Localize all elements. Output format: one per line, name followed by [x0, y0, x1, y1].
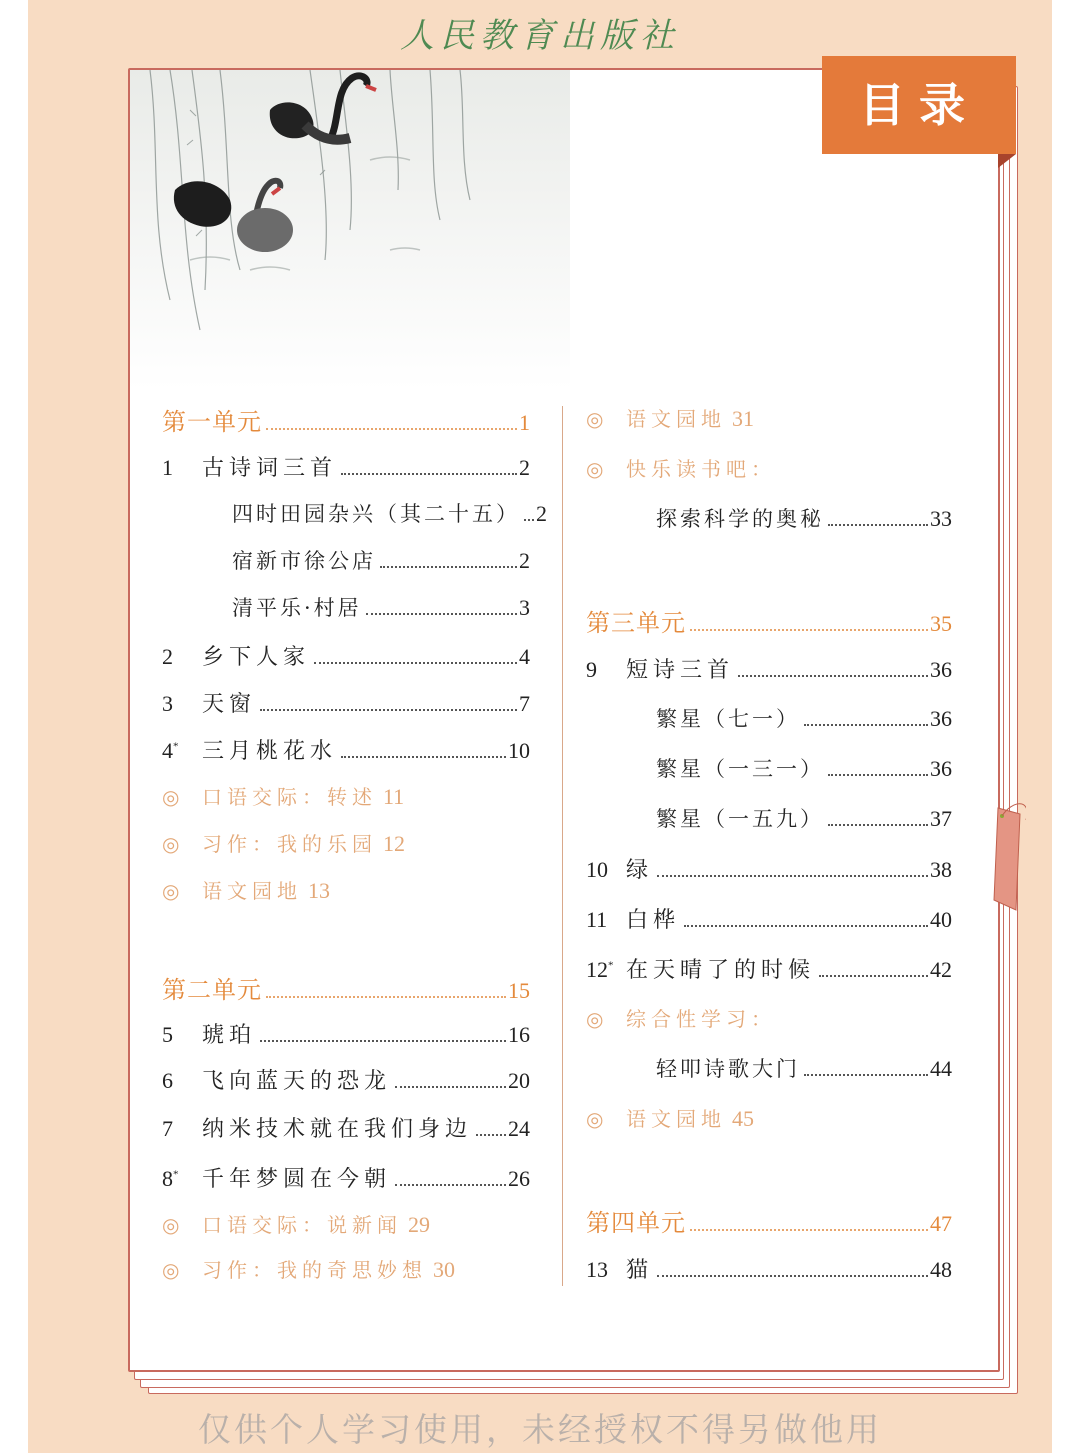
- dot-leader: [260, 709, 517, 711]
- entry-title: 探索科学的奥秘: [656, 507, 824, 531]
- lesson-number: 9: [586, 657, 597, 682]
- circle-bullet-icon: ◎: [162, 785, 180, 809]
- toc-entry[interactable]: [232, 592, 530, 624]
- entry-title: 繁星（七一）: [656, 707, 800, 731]
- toc-entry[interactable]: [586, 1103, 952, 1135]
- circle-bullet-icon: ◎: [586, 407, 604, 431]
- toc-entry[interactable]: [656, 1053, 952, 1085]
- entry-title: 快乐读书吧：: [626, 457, 776, 481]
- toc-entry[interactable]: [656, 503, 952, 535]
- circle-bullet-icon: ◎: [586, 457, 604, 481]
- dot-leader: [260, 1040, 506, 1042]
- dot-leader: [684, 925, 928, 927]
- lesson-number: 8*: [162, 1166, 179, 1191]
- entry-title: 四时田园杂兴（其二十五）: [232, 502, 520, 526]
- toc-entry[interactable]: [586, 453, 952, 485]
- page-number: 10: [508, 738, 530, 763]
- dot-leader: [804, 724, 928, 726]
- entry-title: 白桦: [626, 908, 681, 933]
- toc-entry[interactable]: [586, 903, 952, 935]
- entry-title: 习作：我的乐园: [202, 832, 377, 856]
- self-study-mark: *: [173, 740, 179, 753]
- circle-bullet-icon: ◎: [586, 1007, 604, 1031]
- toc-entry[interactable]: [586, 853, 952, 885]
- dot-leader: [828, 824, 928, 826]
- toc-entry[interactable]: [162, 781, 530, 813]
- entry-title: 千年梦圆在今朝: [202, 1167, 392, 1192]
- dot-leader: [476, 1134, 506, 1136]
- toc-entry[interactable]: [162, 1254, 530, 1286]
- dot-leader: [341, 756, 506, 758]
- toc-entry[interactable]: [162, 1064, 530, 1096]
- toc-entry[interactable]: [586, 653, 952, 685]
- lesson-number: 12*: [586, 957, 614, 982]
- page-number: 4: [519, 644, 530, 669]
- entry-title: 语文园地: [626, 1107, 726, 1131]
- page-number: 15: [508, 978, 530, 1003]
- unit-heading[interactable]: [586, 603, 952, 635]
- page-number: 37: [930, 806, 952, 831]
- toc-entry[interactable]: [232, 545, 530, 577]
- entry-title: 语文园地: [626, 407, 726, 431]
- page-number: 33: [930, 506, 952, 531]
- circle-bullet-icon: ◎: [162, 1258, 180, 1282]
- entry-title: 纳米技术就在我们身边: [202, 1117, 473, 1142]
- unit-heading[interactable]: [162, 970, 530, 1002]
- entry-title: 口语交际：说新闻: [202, 1213, 402, 1237]
- dot-leader: [804, 1074, 928, 1076]
- lesson-number: 1: [162, 455, 173, 480]
- toc-entry[interactable]: [586, 403, 952, 435]
- entry-title: 在天晴了的时候: [626, 958, 816, 983]
- dot-leader: [266, 428, 517, 430]
- page-number: 1: [519, 410, 530, 435]
- dot-leader: [266, 996, 506, 998]
- page-number: 12: [383, 831, 405, 856]
- circle-bullet-icon: ◎: [162, 879, 180, 903]
- dot-leader: [366, 613, 517, 615]
- entry-title: 综合性学习：: [626, 1007, 776, 1031]
- toc-entry[interactable]: [162, 640, 530, 672]
- page-number: 2: [519, 455, 530, 480]
- entry-title: 清平乐·村居: [232, 596, 362, 620]
- page-number: 36: [930, 657, 952, 682]
- swan-willow-illustration: [130, 70, 570, 390]
- unit-heading[interactable]: [162, 402, 530, 434]
- toc-entry[interactable]: [162, 734, 530, 766]
- page-number: 2: [536, 501, 547, 526]
- toc-entry[interactable]: [162, 451, 530, 483]
- dot-leader: [395, 1184, 506, 1186]
- page-number: 29: [408, 1212, 430, 1237]
- circle-bullet-icon: ◎: [162, 832, 180, 856]
- lesson-number: 7: [162, 1116, 173, 1141]
- dot-leader: [828, 774, 928, 776]
- toc-entry[interactable]: [586, 1003, 952, 1035]
- dot-leader: [657, 875, 928, 877]
- entry-title: 繁星（一五九）: [656, 807, 824, 831]
- publisher-logo: 人民教育出版社: [400, 16, 680, 56]
- lesson-number: 5: [162, 1022, 173, 1047]
- toc-entry[interactable]: [162, 1018, 530, 1050]
- entry-title: 猫: [626, 1258, 654, 1283]
- dot-leader: [690, 1229, 928, 1231]
- dot-leader: [819, 975, 928, 977]
- toc-entry[interactable]: [162, 1209, 530, 1241]
- page-number: 38: [930, 857, 952, 882]
- toc-entry[interactable]: [162, 1112, 530, 1144]
- lesson-number: 10: [586, 857, 608, 882]
- unit-heading[interactable]: [586, 1203, 952, 1235]
- dot-leader: [657, 1275, 928, 1277]
- lesson-number: 13: [586, 1257, 608, 1282]
- entry-title: 第三单元: [586, 609, 686, 637]
- page-number: 48: [930, 1257, 952, 1282]
- page-number: 16: [508, 1022, 530, 1047]
- dot-leader: [380, 566, 517, 568]
- page-number: 13: [308, 878, 330, 903]
- lesson-number: 3: [162, 691, 173, 716]
- lesson-number: 4*: [162, 738, 179, 763]
- tab-title: 目录: [859, 78, 979, 132]
- dot-leader: [395, 1086, 506, 1088]
- toc-entry[interactable]: [232, 498, 547, 530]
- entry-title: 飞向蓝天的恐龙: [202, 1069, 392, 1094]
- watermark-text: 仅供个人学习使用，未经授权不得另做他用: [198, 1410, 882, 1449]
- self-study-mark: *: [608, 959, 614, 972]
- column-divider: [562, 406, 563, 1286]
- entry-title: 第二单元: [162, 976, 262, 1004]
- entry-title: 轻叩诗歌大门: [656, 1057, 800, 1081]
- entry-title: 宿新市徐公店: [232, 549, 376, 573]
- entry-title: 口语交际：转述: [202, 785, 377, 809]
- dot-leader: [341, 473, 517, 475]
- entry-title: 第四单元: [586, 1209, 686, 1237]
- circle-bullet-icon: ◎: [586, 1107, 604, 1131]
- entry-title: 琥珀: [202, 1023, 257, 1048]
- toc-entry[interactable]: [162, 828, 530, 860]
- page-number: 24: [508, 1116, 530, 1141]
- bookmark-tag: [992, 800, 1026, 920]
- entry-title: 绿: [626, 858, 654, 883]
- page-number: 11: [383, 784, 405, 809]
- self-study-mark: *: [173, 1168, 179, 1181]
- entry-title: 语文园地: [202, 879, 302, 903]
- dot-leader: [690, 629, 928, 631]
- tab-fold: [998, 154, 1016, 168]
- page-number: 45: [732, 1106, 754, 1131]
- page-number: 42: [930, 957, 952, 982]
- page-number: 26: [508, 1166, 530, 1191]
- page-number: 47: [930, 1211, 952, 1236]
- lesson-number: 2: [162, 644, 173, 669]
- page-number: 36: [930, 756, 952, 781]
- dot-leader: [828, 524, 928, 526]
- entry-title: 第一单元: [162, 408, 262, 436]
- page-number: 20: [508, 1068, 530, 1093]
- page-number: 3: [519, 595, 530, 620]
- toc-entry[interactable]: [586, 1253, 952, 1285]
- lesson-number: 6: [162, 1068, 173, 1093]
- toc-entry[interactable]: [656, 753, 952, 785]
- entry-title: 古诗词三首: [202, 456, 338, 481]
- page-number: 35: [930, 611, 952, 636]
- page-number: 2: [519, 548, 530, 573]
- toc-entry[interactable]: [656, 703, 952, 735]
- page-number: 31: [732, 406, 754, 431]
- entry-title: 天窗: [202, 692, 257, 717]
- entry-title: 乡下人家: [202, 645, 311, 670]
- page-number: 7: [519, 691, 530, 716]
- toc-entry[interactable]: [162, 687, 530, 719]
- entry-title: 三月桃花水: [202, 739, 338, 764]
- toc-entry[interactable]: [162, 1162, 530, 1194]
- dot-leader: [314, 662, 517, 664]
- page-number: 40: [930, 907, 952, 932]
- page-number: 36: [930, 706, 952, 731]
- toc-tab: [822, 56, 1016, 154]
- page-number: 30: [433, 1257, 455, 1282]
- dot-leader: [524, 519, 534, 521]
- entry-title: 短诗三首: [626, 658, 735, 683]
- entry-title: 习作：我的奇思妙想: [202, 1258, 427, 1282]
- circle-bullet-icon: ◎: [162, 1213, 180, 1237]
- toc-entry[interactable]: [656, 803, 952, 835]
- toc-entry[interactable]: [162, 875, 530, 907]
- dot-leader: [738, 675, 928, 677]
- lesson-number: 11: [586, 907, 608, 932]
- entry-title: 繁星（一三一）: [656, 757, 824, 781]
- page-number: 44: [930, 1056, 952, 1081]
- toc-entry[interactable]: [586, 953, 952, 985]
